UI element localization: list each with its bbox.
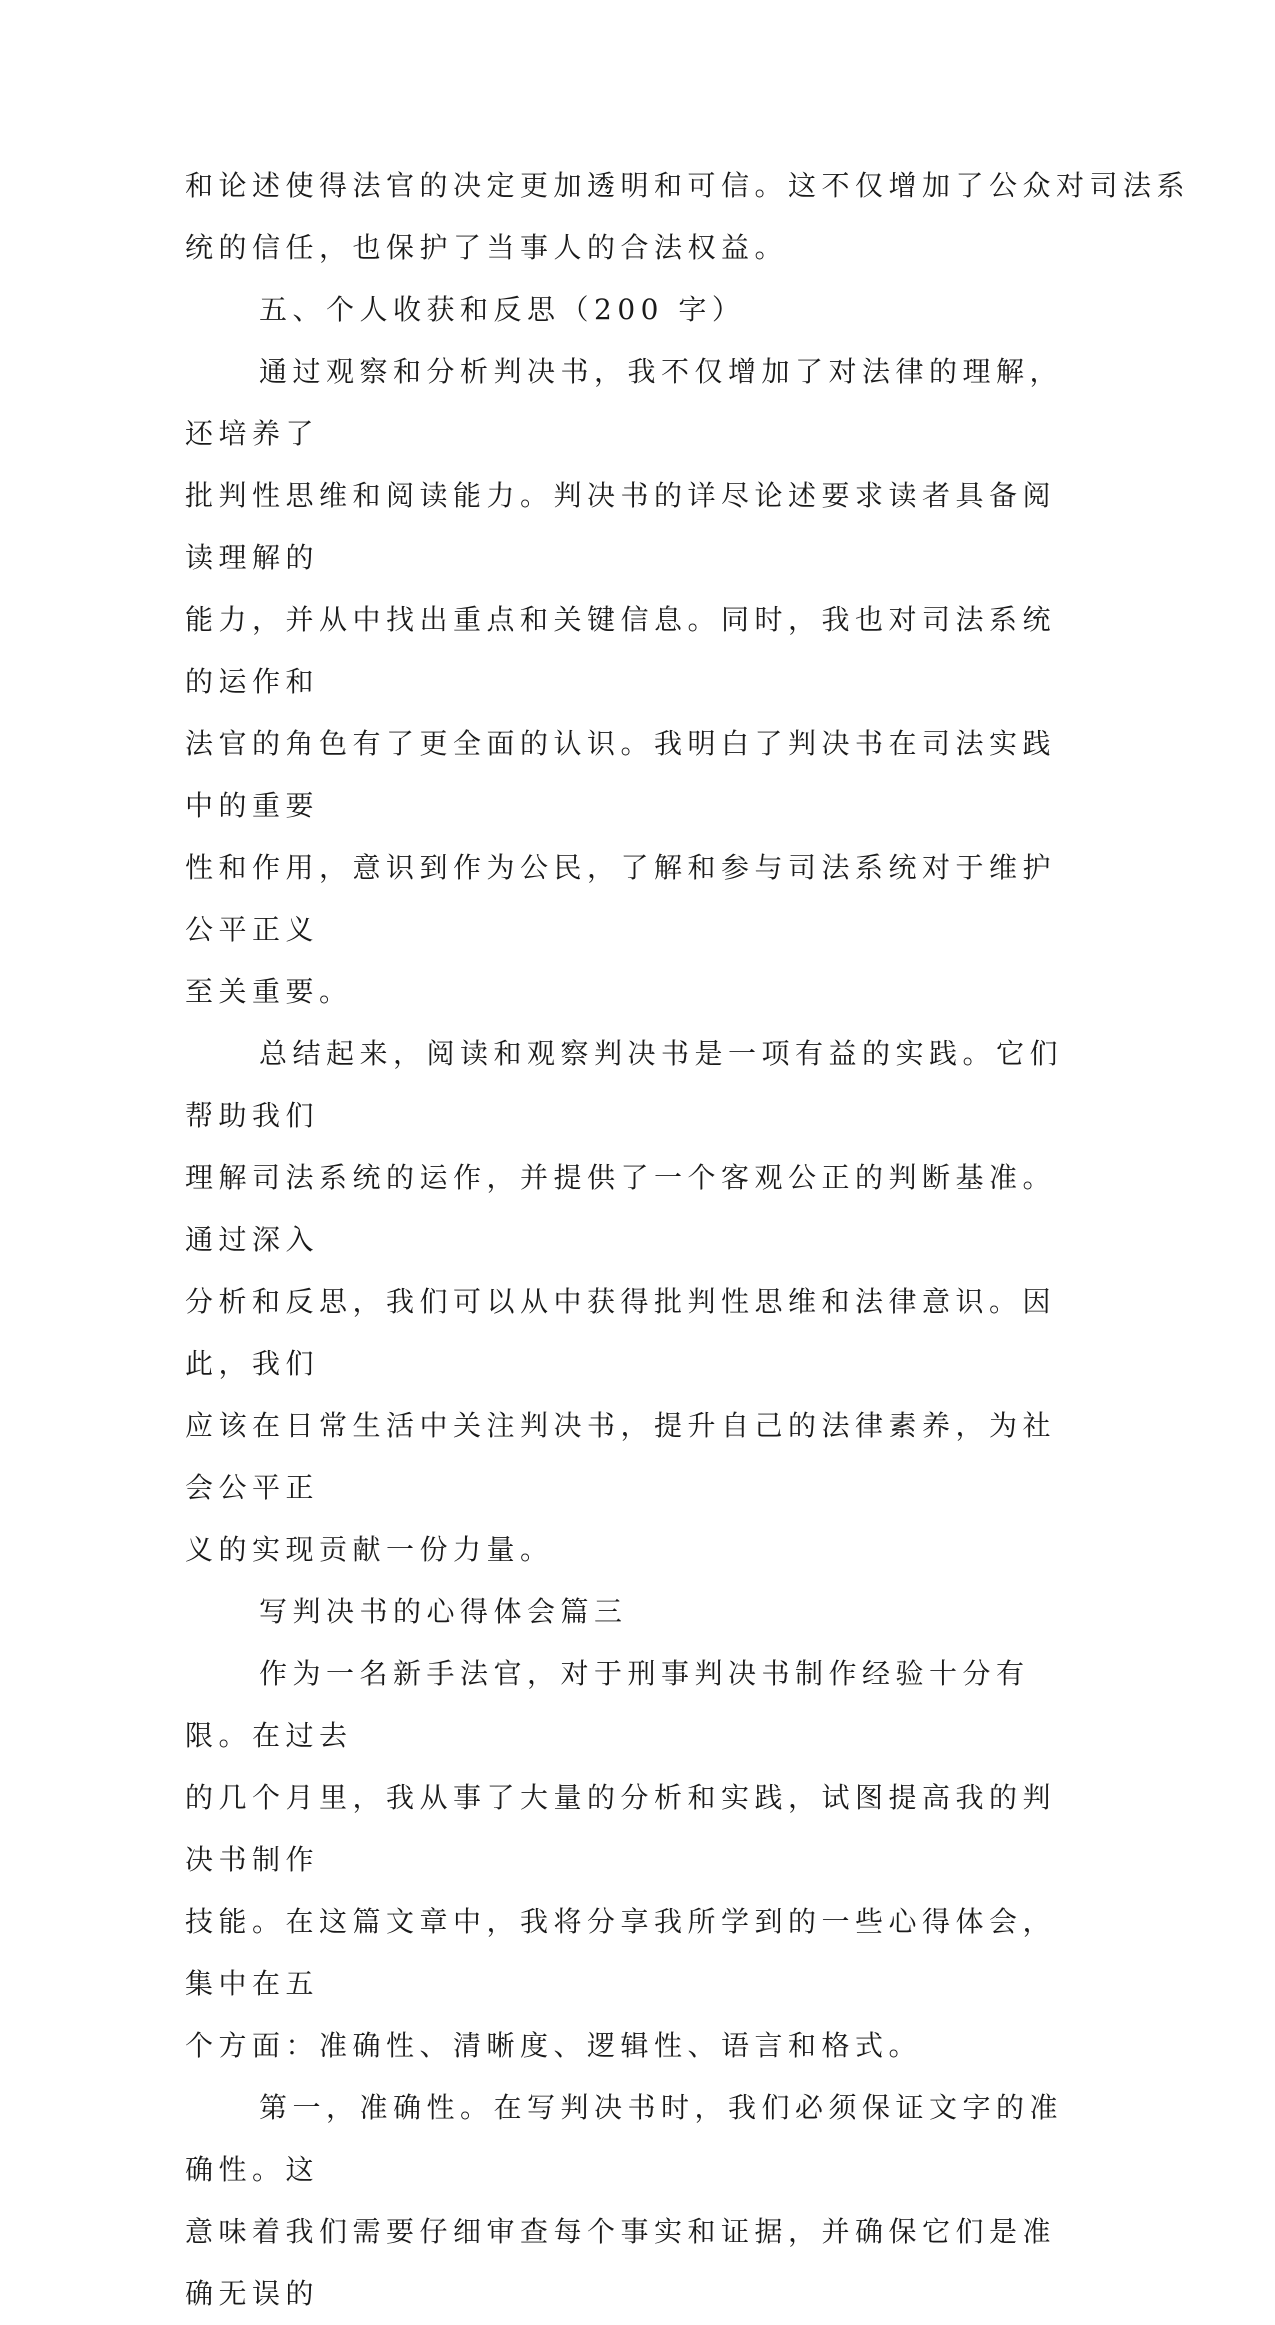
text-line: 技能。在这篇文章中，我将分享我所学到的一些心得体会，集中在五: [185, 1905, 1057, 2000]
paragraph-accuracy: [185, 2077, 1085, 2325]
text-line: 义的实现贡献一份力量。: [185, 1533, 554, 1566]
text-line: 法官的角色有了更全面的认识。我明白了判决书在司法实践中的重要: [185, 727, 1057, 822]
section-heading-five: [185, 279, 1085, 341]
text-line: 个方面：准确性、清晰度、逻辑性、语言和格式。: [185, 2029, 923, 2062]
text-line: 分析和反思，我们可以从中获得批判性思维和法律意识。因此，我们: [185, 1285, 1057, 1380]
heading-text: 五、个人收获和反思（200 字）: [259, 293, 746, 326]
text-line: 和论述使得法官的决定更加透明和可信。这不仅增加了公众对司法系: [185, 169, 1191, 202]
text-line: 意味着我们需要仔细审查每个事实和证据，并确保它们是准确无误的: [185, 2215, 1057, 2310]
title-text: 写判决书的心得体会篇三: [259, 1595, 628, 1628]
article-title-part-three: [185, 1581, 1085, 1643]
paragraph-personal-gains: [185, 341, 1085, 1023]
paragraph-intro-new-judge: [185, 1643, 1085, 2077]
text-line: 作为一名新手法官，对于刑事判决书制作经验十分有限。在过去: [185, 1657, 1030, 1752]
text-line: 能力，并从中找出重点和关键信息。同时，我也对司法系统的运作和: [185, 603, 1057, 698]
text-line: 至关重要。: [185, 975, 353, 1008]
text-line: 第一，准确性。在写判决书时，我们必须保证文字的准确性。这: [185, 2091, 1064, 2186]
document-body: [185, 155, 1191, 2325]
paragraph-summary: [185, 1023, 1085, 1581]
paragraph-continuation: [185, 155, 1191, 279]
text-line: 统的信任，也保护了当事人的合法权益。: [185, 231, 789, 264]
text-line: 通过观察和分析判决书，我不仅增加了对法律的理解，还培养了: [185, 355, 1064, 450]
text-line: 应该在日常生活中关注判决书，提升自己的法律素养，为社会公平正: [185, 1409, 1057, 1504]
text-line: 的几个月里，我从事了大量的分析和实践，试图提高我的判决书制作: [185, 1781, 1057, 1876]
text-line: 性和作用，意识到作为公民，了解和参与司法系统对于维护公平正义: [185, 851, 1057, 946]
text-line: 批判性思维和阅读能力。判决书的详尽论述要求读者具备阅读理解的: [185, 479, 1057, 574]
text-line: 总结起来，阅读和观察判决书是一项有益的实践。它们帮助我们: [185, 1037, 1064, 1132]
text-line: 理解司法系统的运作，并提供了一个客观公正的判断基准。通过深入: [185, 1161, 1057, 1256]
